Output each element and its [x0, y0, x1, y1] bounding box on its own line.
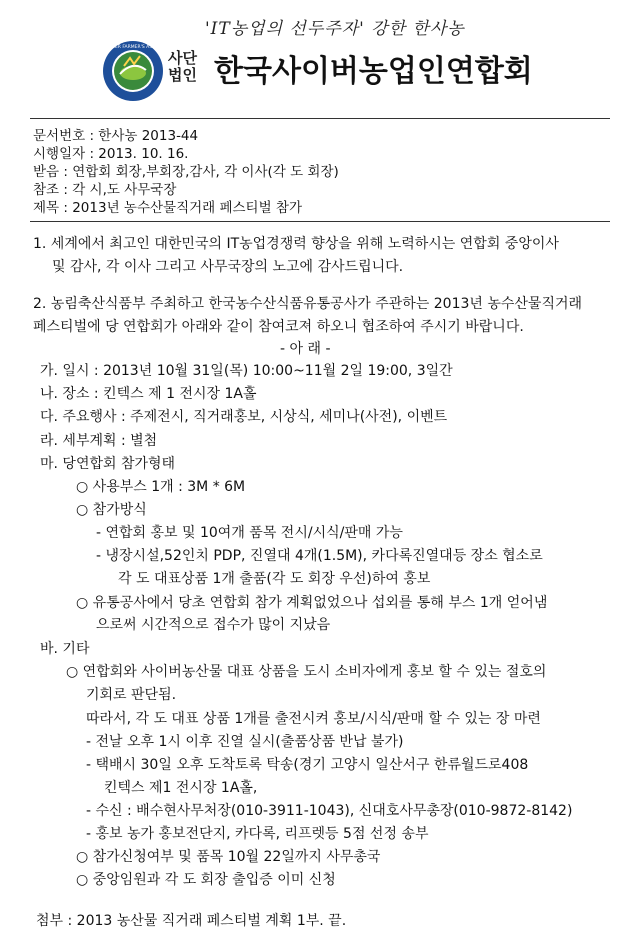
corporation-mark	[168, 50, 197, 84]
subject: 제목 : 2013년 농수산물직거래 페스티벌 참가	[33, 200, 303, 216]
item-ga: 가. 일시 : 2013년 10월 31일(목) 10:00~11월 2일 19:00, 3일간	[40, 363, 453, 379]
item-ba-1-line-1: ○ 연합회와 사이버농산물 대표 상품을 도시 소비자에게 홍보 할 수 있는 절호의	[66, 664, 547, 680]
meta-divider	[30, 221, 610, 222]
corp-line-1: 사단	[168, 49, 197, 67]
item-ba-1-line-6: 킨텍스 제1 전시장 1A홀,	[104, 780, 258, 796]
paragraph-1-line-1: 1. 세계에서 최고인 대한민국의 IT농업경쟁력 향상을 위해 노력하시는 연합회 중앙이사	[33, 236, 559, 252]
logo-ring-text: KOREA CYBER FARMER'S ASSOCIATION	[89, 45, 177, 50]
below-heading: - 아 래 -	[280, 341, 331, 357]
organization-name: 한국사이버농업인연합회	[214, 54, 533, 89]
recipient: 받음 : 연합회 회장,부회장,감사, 각 이사(각 도 회장)	[33, 164, 339, 180]
item-ra: 라. 세부계획 : 별첨	[40, 433, 158, 449]
item-ba-1-line-4: - 전날 오후 1시 이후 진열 실시(출품상품 반납 불가)	[86, 734, 404, 750]
item-ba-1-line-2: 기회로 판단됨.	[86, 687, 177, 703]
item-ma-2a: - 연합회 홍보 및 10여개 품목 전시/시식/판매 가능	[96, 525, 403, 541]
item-ba-1-line-5: - 택배시 30일 오후 도착토록 탁송(경기 고양시 일산서구 한류월드로408	[86, 757, 529, 773]
item-ba-1-line-8: - 홍보 농가 홍보전단지, 카다록, 리프렛등 5점 선정 송부	[86, 826, 429, 842]
item-da: 다. 주요행사 : 주제전시, 직거래홍보, 시상식, 세미나(사전), 이벤트	[40, 409, 448, 425]
item-ba-1-line-3: 따라서, 각 도 대표 상품 1개를 출전시켜 홍보/시식/판매 할 수 있는 장 마련	[86, 711, 541, 727]
paragraph-2-line-1: 2. 농림축산식품부 주최하고 한국농수산식품유통공사가 주관하는 2013년 농수산물직거래	[33, 296, 583, 312]
attachment-note: 첨부 : 2013 농산물 직거래 페스티벌 계획 1부. 끝.	[36, 913, 347, 929]
item-ba-1-line-7: - 수신 : 배수현사무처장(010-3911-1043), 신대호사무총장(010-9872-8142)	[86, 803, 573, 819]
item-ba: 바. 기타	[40, 641, 90, 657]
item-ma-2b-line-1: - 냉장시설,52인치 PDP, 진열대 4개(1.5M), 카다록진열대등 장소 협소로	[96, 548, 543, 564]
issue-date: 시행일자 : 2013. 10. 16.	[33, 146, 189, 162]
association-logo	[89, 40, 177, 102]
item-ma-2: ○ 참가방식	[76, 502, 147, 518]
reference: 참조 : 각 시,도 사무국장	[33, 182, 177, 198]
item-ma-3-line-1: ○ 유통공사에서 당초 연합회 참가 계획없었으나 섭외를 통해 부스 1개 얻어냄	[76, 595, 548, 611]
corp-line-2: 법인	[168, 66, 197, 84]
item-ma-3-line-2: 으로써 시간적으로 접수가 많이 지났음	[96, 617, 331, 633]
item-ma-1: ○ 사용부스 1개 : 3M * 6M	[76, 479, 246, 495]
item-na: 나. 장소 : 킨텍스 제 1 전시장 1A홀	[40, 386, 257, 402]
doc-number: 문서번호 : 한사농 2013-44	[33, 128, 199, 144]
item-ba-2: ○ 참가신청여부 및 품목 10월 22일까지 사무총국	[76, 849, 381, 865]
paragraph-2-line-2: 페스티벌에 당 연합회가 아래와 같이 참여코져 하오니 협조하여 주시기 바랍니다.	[33, 319, 524, 335]
item-ma-2b-line-2: 각 도 대표상품 1개 출품(각 도 회장 우선)하여 홍보	[118, 571, 431, 587]
header-divider	[30, 118, 610, 119]
item-ba-3: ○ 중앙임원과 각 도 회장 출입증 이미 신청	[76, 872, 336, 888]
paragraph-1-line-2: 및 감사, 각 이사 그리고 사무국장의 노고에 감사드립니다.	[52, 259, 404, 275]
slogan: 'IT농업의 선두주자' 강한 한사농	[205, 19, 465, 39]
item-ma: 마. 당연합회 참가형태	[40, 456, 176, 472]
